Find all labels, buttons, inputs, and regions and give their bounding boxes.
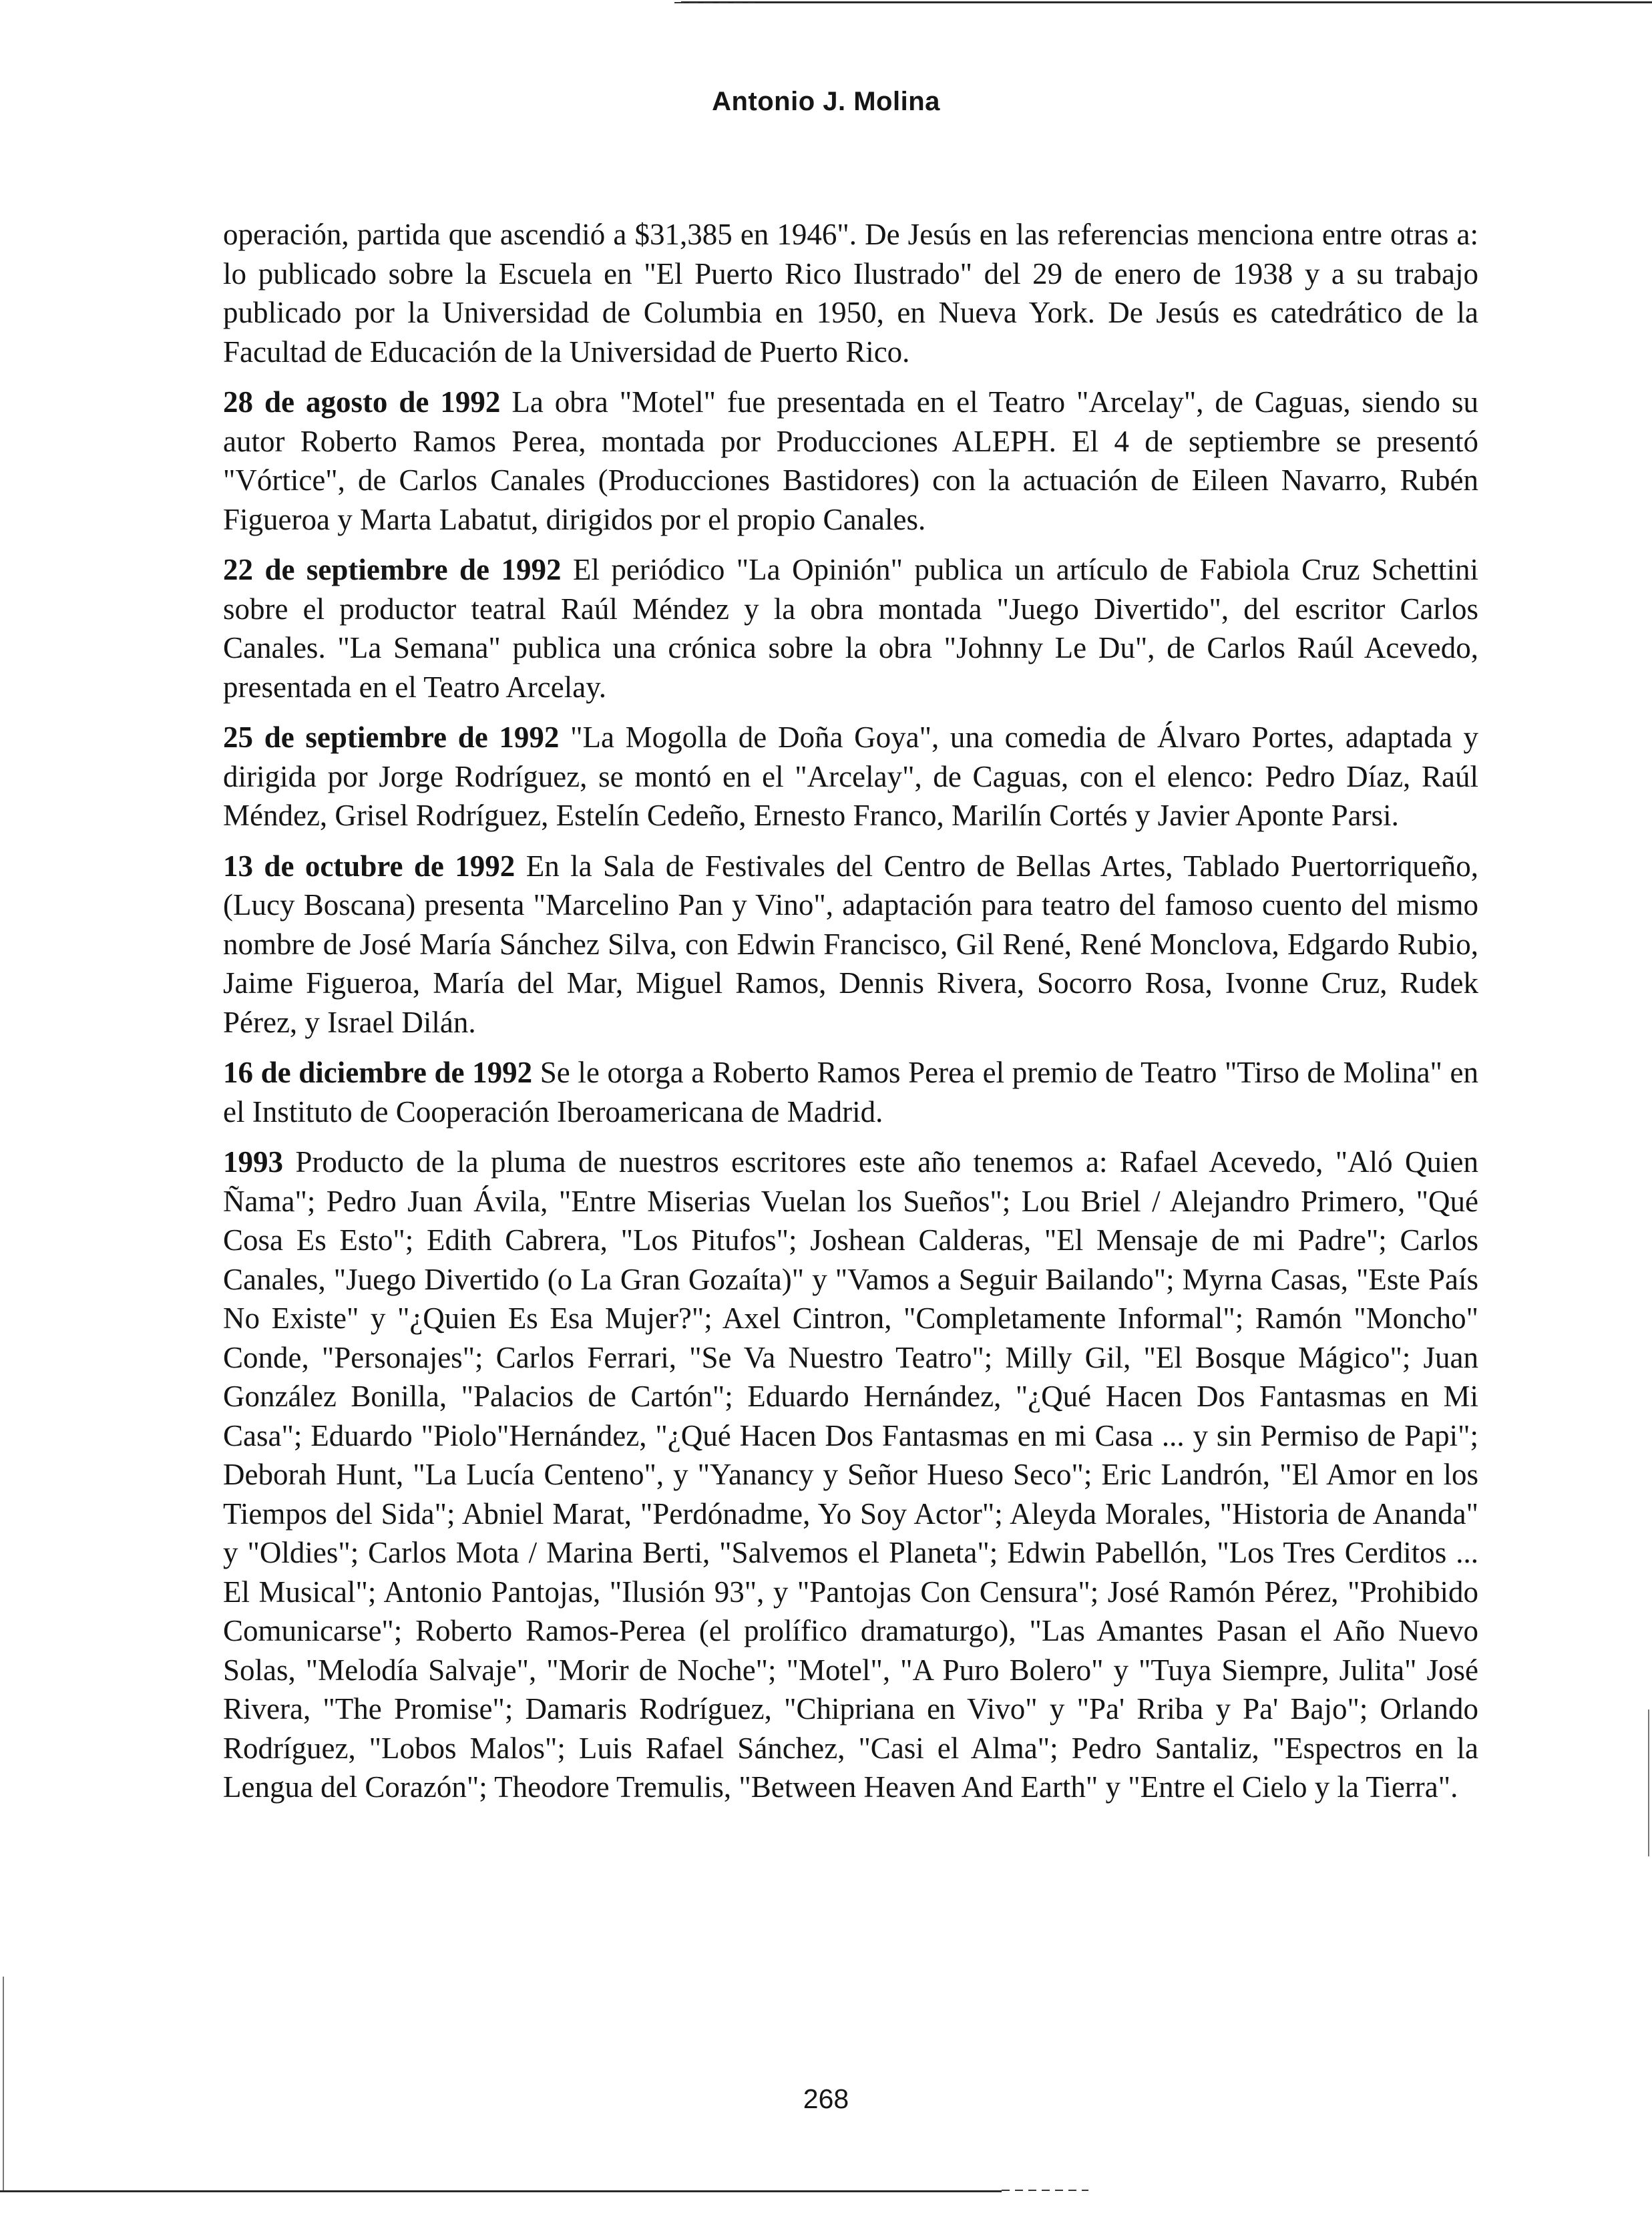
entry-text: "La Mogolla de Doña Goya", una comedia de Álvaro Portes, adaptada y dirigida por Jorge Rodríguez, se montó en el "Arcelay", de Caguas, con el elenco: Pedro Díaz, Raúl Méndez, Grisel Rodríguez, Estelín Cedeño, Ernesto Franco, Marilín Cortés y Javier Aponte Parsi.	[223, 721, 1479, 832]
scan-border-top	[681, 1, 1652, 3]
entry-paragraph	[223, 383, 1478, 539]
entry-text: En la Sala de Festivales del Centro de Bellas Artes, Tablado Puertorriqueño, (Lucy Boscana) presenta "Marcelino Pan y Vino", adaptación para teatro del famoso cuento del mismo nombre de José María Sánchez Silva, con Edwin Francisco, Gil René, René Monclova, Edgardo Rubio, Jaime Figueroa, María del Mar, Miguel Ramos, Dennis Rivera, Socorro Rosa, Ivonne Cruz, Rudek Pérez, y Israel Dilán.	[223, 849, 1478, 1039]
entry-text: La obra "Motel" fue presentada en el Teatro "Arcelay", de Caguas, siendo su autor Roberto Ramos Perea, montada por Producciones ALEPH. El 4 de septiembre se presentó "Vórtice", de Carlos Canales (Producciones Bastidores) con la actuación de Eileen Navarro, Rubén Figueroa y Marta Labatut, dirigidos por el propio Canales.	[223, 385, 1479, 536]
text-body	[223, 215, 1478, 1818]
entry-date: 16 de diciembre de 1992	[223, 1056, 533, 1089]
entry-date: 28 de agosto de 1992	[223, 385, 501, 419]
entry-date: 13 de octubre de 1992	[223, 849, 515, 883]
entry-paragraph	[223, 550, 1478, 707]
entry-date: 25 de septiembre de 1992	[223, 721, 560, 754]
entry-paragraph	[223, 847, 1478, 1042]
entry-paragraph	[223, 1143, 1478, 1807]
entry-text: El periódico "La Opinión" publica un artículo de Fabiola Cruz Schettini sobre el productor teatral Raúl Méndez y la obra montada "Juego Divertido", del escritor Carlos Canales. "La Semana" publica una crónica sobre la obra "Johnny Le Du", de Carlos Raúl Acevedo, presentada en el Teatro Arcelay.	[223, 553, 1478, 704]
entry-paragraph	[223, 1053, 1478, 1131]
running-head: Antonio J. Molina	[712, 87, 940, 116]
entry-date: 1993	[223, 1145, 283, 1179]
entry-text: operación, partida que ascendió a $31,385 en 1946". De Jesús en las referencias menciona entre otras a: lo publicado sobre la Escuela en "El Puerto Rico Ilustrado" del 29 de enero de 1938 y a su trabajo publicado por la Universidad de Columbia en 1950, en Nueva York. De Jesús es catedrático de la Facultad de Educación de la Universidad de Puerto Rico.	[223, 218, 1478, 369]
scan-border-bottom-dash	[1002, 2190, 1088, 2191]
scan-border-right	[1648, 1709, 1649, 1856]
entry-date: 22 de septiembre de 1992	[223, 553, 562, 586]
page-number: 268	[803, 2083, 849, 2114]
entry-paragraph	[223, 215, 1478, 371]
entry-text: Producto de la pluma de nuestros escritores este año tenemos a: Rafael Acevedo, "Aló Quien Ñama"; Pedro Juan Ávila, "Entre Miserias Vuelan los Sueños"; Lou Briel / Alejandro Primero, "Qué Cosa Es Esto"; Edith Cabrera, "Los Pitufos"; Joshean Calderas, "El Mensaje de mi Padre"; Carlos Canales, "Juego Divertido (o La Gran Gozaíta)" y "Vamos a Seguir Bailando"; Myrna Casas, "Este País No Existe" y "¿Quien Es Esa Mujer?"; Axel Cintron, "Completamente Informal"; Ramón "Moncho" Conde, "Personajes"; Carlos Ferrari, "Se Va Nuestro Teatro"; Milly Gil, "El Bosque Mágico"; Juan González Bonilla, "Palacios de Cartón"; Eduardo Hernández, "¿Qué Hacen Dos Fantasmas en Mi Casa"; Eduardo "Piolo"Hernández, "¿Qué Hacen Dos Fantasmas en mi Casa ... y sin Permiso de Papi"; Deborah Hunt, "La Lucía Centeno", y "Yanancy y Señor Hueso Seco"; Eric Landrón, "El Amor en los Tiempos del Sida"; Abniel Marat, "Perdónadme, Yo Soy Actor"; Aleyda Morales, "Historia de Ananda" y "Oldies"; Carlos Mota / Marina Berti, "Salvemos el Planeta"; Edwin Pabellón, "Los Tres Cerditos ... El Musical"; Antonio Pantojas, "Ilusión 93", y "Pantojas Con Censura"; José Ramón Pérez, "Prohibido Comunicarse"; Roberto Ramos-Perea (el prolífico dramaturgo), "Las Amantes Pasan el Año Nuevo Solas, "Melodía Salvaje", "Morir de Noche"; "Motel", "A Puro Bolero" y "Tuya Siempre, Julita" José Rivera, "The Promise"; Damaris Rodríguez, "Chipriana en Vivo" y "Pa' Rriba y Pa' Bajo"; Orlando Rodríguez, "Lobos Malos"; Luis Rafael Sánchez, "Casi el Alma"; Pedro Santaliz, "Espectros en la Lengua del Corazón"; Theodore Tremulis, "Between Heaven And Earth" y "Entre el Cielo y la Tierra".	[223, 1145, 1479, 1804]
scan-border-bottom	[0, 2190, 1002, 2192]
entry-paragraph	[223, 718, 1478, 835]
scan-border-top-dash	[674, 2, 755, 3]
entry-text: Se le otorga a Roberto Ramos Perea el premio de Teatro "Tirso de Molina" en el Instituto de Cooperación Iberoamericana de Madrid.	[223, 1056, 1479, 1129]
